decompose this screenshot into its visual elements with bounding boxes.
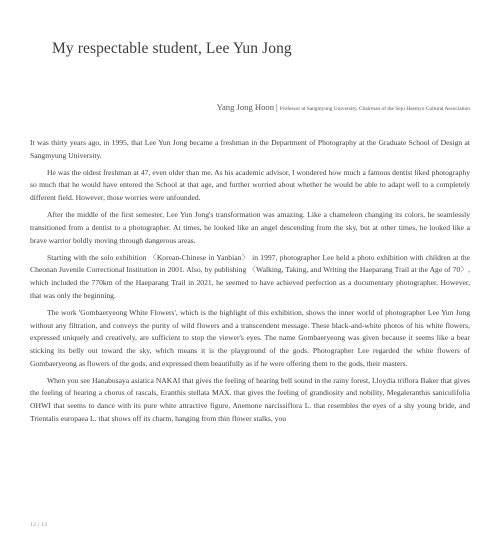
article-title: My respectable student, Lee Yun Jong — [52, 40, 292, 57]
paragraph: It was thirty years ago, in 1995, that Lee Yun Jong became a freshman in the Department of Photography at the Graduate School of Design at Sangmyung University. — [30, 138, 470, 160]
article-body — [30, 137, 470, 430]
page-numbers: 12 | 13 — [30, 522, 48, 528]
byline-separator: | — [276, 102, 278, 112]
paragraph: When you see Hanabusaya asiatica NAKAI that gives the feeling of hearing bell sound in the rainy forest, Lloydia triflora Baker that gives the feeling of hearing a chorus of rascals, Eranthis stellata MAX. that gives the feeling of grandiosity and nobility, Megaleranthis saniculifolia OHWI that seems to dance with its pure white attractive figure, Anemone narcissiflora L. that resembles the eyes of a shy young bride, and Trientalis europaea L. that shows off its charm, hanging from thin flower stalks, you — [30, 375, 470, 423]
author-name: Yang Jong Hoon — [216, 102, 275, 112]
paragraph: The work 'Gombaeryeong White Flowers', which is the highlight of this exhibition, shows the inner world of photographer Lee Yun Jong without any filtration, and conveys the purity of wild flowers and a transcendent message. These black-and-white photos of his white flowers, expressed uniquely and creatively, are sufficient to stop the viewer's eyes. The name Gombaeryeong was given because it seems like a bear sticking its belly out toward the sky, which means it is the playground of the gods. Photographer Lee regarded the white flowers of Gombaeryeong as flowers of the gods, and expressed them beautifully as if he were offering them to the gods, their masters. — [30, 307, 470, 368]
paragraph: Starting with the solo exhibition 〈Korean-Chinese in Yanbian〉 in 1997, photographer Lee held a photo exhibition with children at the Cheonan Juvenile Correctional Institution in 2001. Also, by publishing 〈Walking, Taking, and Writing the Haeparang Trail at the Age of 70〉, which included the 770km of the Haeparang Trail in 2021, he seemed to have achieved perfection as a documentary photographer. However, that was only the beginning. — [30, 252, 470, 300]
paragraph: After the middle of the first semester, Lee Yun Jong's transformation was amazing. Like a chameleon changing its colors, he seamlessly transitioned from a dentist to a photographer. At times, he looked like an angel descending from the sky, but at other times, he looked like a brave warrior boldly moving through dangerous areas. — [30, 210, 470, 245]
author-role: Professor at Sangmyung University, Chairman of the Seju Haemyo Cultural Association — [279, 106, 470, 112]
paragraph: He was the oldest freshman at 47, even older than me. As his academic advisor, I wondered how much a famous dentist liked photography so much that he would have entered the School at that age, and further worried about whether he would be able to adapt well to a completely different field. However, those worries were unfounded. — [30, 167, 470, 203]
byline — [217, 97, 470, 115]
